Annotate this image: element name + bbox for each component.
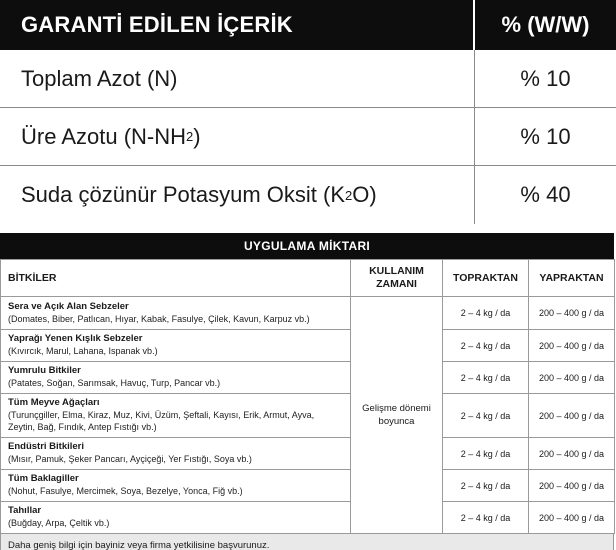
guaranteed-content-table: [0, 0, 616, 224]
plant-group-name: Endüstri Bitkileri: [8, 441, 85, 452]
table-row: [1, 502, 615, 534]
table-row: [1, 362, 615, 394]
soil-dose: 2 – 4 kg / da: [443, 502, 529, 534]
nutrient-name: Üre Azotu (N-NH 2 ): [0, 108, 475, 165]
plant-examples: (Mısır, Pamuk, Şeker Pancarı, Ayçiçeği, Yer Fıstığı, Soya vb.): [8, 454, 252, 464]
plant-group-name: Sera ve Açık Alan Sebzeler: [8, 300, 129, 312]
guaranteed-content-header-unit: % (W/W): [501, 12, 590, 37]
leaf-dose: 200 – 400 g / da: [529, 297, 615, 330]
soil-dose: 2 – 4 kg / da: [443, 330, 529, 362]
plant-examples: (Turunçgiller, Elma, Kiraz, Muz, Kivi, Üzüm, Şeftali, Kayısı, Erik, Armut, Ayva, Zeytin, Bağ, Fındık, Antep Fıstığı vb.): [8, 410, 315, 432]
leaf-dose: 200 – 400 g / da: [529, 394, 615, 438]
table-row: [1, 394, 615, 438]
guaranteed-row-potassium-oxide: [0, 166, 616, 224]
table-row: [1, 297, 615, 330]
plant-examples: (Domates, Biber, Patlıcan, Hıyar, Kabak, Fasulye, Çilek, Kavun, Karpuz vb.): [8, 313, 310, 324]
soil-dose: 2 – 4 kg / da: [443, 362, 529, 394]
soil-dose: 2 – 4 kg / da: [443, 297, 529, 330]
soil-dose: 2 – 4 kg / da: [443, 394, 529, 438]
timing-cell: Gelişme dönemi boyunca: [351, 297, 443, 534]
nutrient-value: % 40: [520, 182, 571, 207]
soil-dose: 2 – 4 kg / da: [443, 438, 529, 470]
application-table: [0, 259, 615, 534]
col-header-timing: KULLANIM ZAMANI: [351, 260, 443, 297]
application-amount-title: UYGULAMA MİKTARI: [0, 233, 614, 259]
guaranteed-content-header-label: GARANTİ EDİLEN İÇERİK: [0, 0, 475, 50]
plant-group-name: Tüm Meyve Ağaçları: [8, 397, 100, 408]
plant-group-name: Tahıllar: [8, 505, 42, 516]
nutrient-name: Suda çözünür Potasyum Oksit (K 2 O): [0, 166, 475, 224]
col-header-soil: TOPRAKTAN: [443, 260, 529, 297]
plant-cell: [1, 438, 351, 470]
table-row: [1, 470, 615, 502]
col-header-plants: BİTKİLER: [1, 260, 351, 297]
plant-cell: [1, 502, 351, 534]
application-footer-note: Daha geniş bilgi için bayiniz veya firma yetkilisine başvurunuz.: [0, 534, 614, 550]
leaf-dose: 200 – 400 g / da: [529, 330, 615, 362]
nutrient-value: % 10: [520, 65, 571, 91]
plant-examples: (Nohut, Fasulye, Mercimek, Soya, Bezelye, Yonca, Fiğ vb.): [8, 486, 243, 496]
leaf-dose: 200 – 400 g / da: [529, 470, 615, 502]
guaranteed-row-urea-nitrogen: [0, 108, 616, 166]
plant-examples: (Patates, Soğan, Sarımsak, Havuç, Turp, Pancar vb.): [8, 378, 221, 388]
application-amount-table: [0, 233, 614, 550]
leaf-dose: 200 – 400 g / da: [529, 502, 615, 534]
plant-group-name: Tüm Baklagiller: [8, 473, 79, 484]
plant-cell: [1, 470, 351, 502]
application-table-header-row: [1, 260, 615, 297]
table-row: [1, 330, 615, 362]
plant-examples: (Kıvırcık, Marul, Lahana, Ispanak vb.): [8, 346, 158, 356]
leaf-dose: 200 – 400 g / da: [529, 438, 615, 470]
nutrient-value: % 10: [520, 123, 571, 149]
plant-group-name: Yumrulu Bitkiler: [8, 365, 81, 376]
table-row: [1, 438, 615, 470]
plant-examples: (Buğday, Arpa, Çeltik vb.): [8, 518, 110, 528]
col-header-leaf: YAPRAKTAN: [529, 260, 615, 297]
guaranteed-content-header: [0, 0, 616, 50]
plant-cell: [1, 330, 351, 362]
plant-group-name: Yaprağı Yenen Kışlık Sebzeler: [8, 333, 143, 344]
plant-cell: [1, 394, 351, 438]
plant-cell: [1, 362, 351, 394]
leaf-dose: 200 – 400 g / da: [529, 362, 615, 394]
guaranteed-row-total-nitrogen: [0, 50, 616, 108]
nutrient-name: Toplam Azot (N): [0, 50, 475, 107]
soil-dose: 2 – 4 kg / da: [443, 470, 529, 502]
plant-cell: [1, 297, 351, 330]
